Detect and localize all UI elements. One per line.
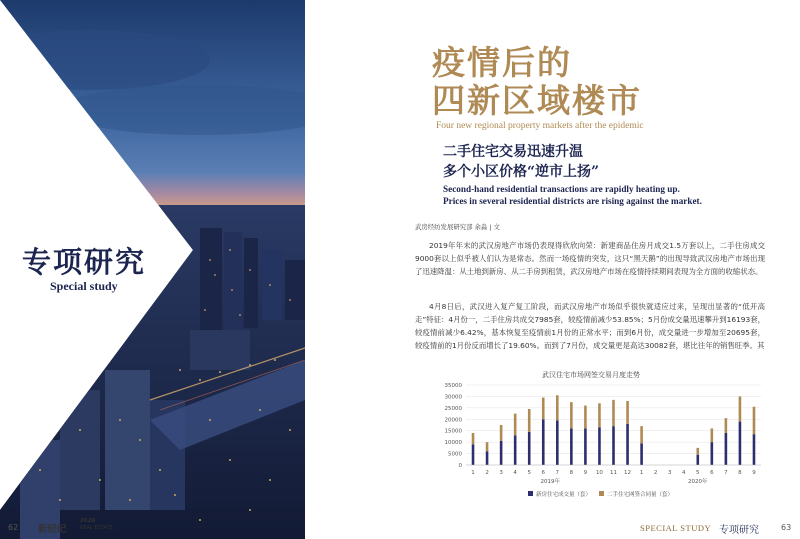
- byline: 武房经纺发展研究部 余淼 | 文: [415, 223, 500, 231]
- bar-new-home: [486, 451, 489, 465]
- bar-second-hand: [725, 418, 728, 433]
- bar-new-home: [500, 441, 503, 465]
- bar-second-hand: [739, 396, 742, 421]
- paragraph: 2019年年末的武汉房地产市场仍表现得欣欣向荣：新建商品住房月成交1.5万套以上，二手住房成交9000套以上似乎被人们认为是常态。然而一场疫情的突发，这只“黑天鹅”的出现导致武汉房地产市场出现了迅速降温：从土地到新房、从二手房到租赁，武汉房地产市场在疫情持续期间表现为全方面的收缩状态。: [415, 241, 765, 276]
- bar-new-home: [640, 443, 643, 465]
- x-tick-label: 1: [639, 470, 644, 476]
- footer-section-en: SPECIAL STUDY: [640, 523, 712, 533]
- article-subtitle: [443, 142, 599, 182]
- x-tick-label: 9: [752, 470, 756, 476]
- section-title: 专项研究: [22, 245, 147, 279]
- bar-new-home: [612, 426, 615, 465]
- article-title: [432, 44, 732, 120]
- page-number-left: 62: [8, 523, 19, 532]
- year-label: 2020年: [688, 479, 708, 485]
- bar-second-hand: [500, 425, 503, 441]
- bar-second-hand: [753, 407, 756, 434]
- y-tick-label: 20000: [444, 417, 462, 424]
- logo-subtitle: REAL ESTATE: [80, 525, 113, 531]
- bar-second-hand: [556, 395, 559, 420]
- bar-new-home: [542, 419, 545, 465]
- transaction-chart: [416, 368, 766, 508]
- chart-svg: [416, 368, 766, 508]
- x-tick-label: 8: [738, 470, 742, 476]
- bar-second-hand: [514, 414, 517, 436]
- section-title-en: Special study: [50, 279, 118, 293]
- article-subtitle-en: [443, 183, 702, 207]
- logo-year: 2020: [80, 518, 96, 524]
- bar-second-hand: [598, 403, 601, 427]
- chart-title: 武汉住宅市场网签交易月度走势: [542, 371, 640, 379]
- x-tick-label: 3: [499, 470, 503, 476]
- y-tick-label: 10000: [444, 440, 462, 447]
- x-tick-label: 6: [710, 470, 714, 476]
- bar-second-hand: [486, 442, 489, 451]
- legend-swatch-new-home: [528, 491, 533, 496]
- x-tick-label: 6: [541, 470, 546, 476]
- x-tick-label: 1: [471, 470, 475, 476]
- x-tick-label: 5: [527, 470, 531, 476]
- x-tick-label: 9: [583, 470, 588, 476]
- bar-new-home: [472, 444, 475, 465]
- x-tick-label: 10: [595, 470, 603, 476]
- article-title-line1: 疫情后的: [432, 43, 572, 82]
- legend-label-second-hand: 二手住宅网签合同量（套）: [607, 492, 674, 498]
- x-tick-label: 7: [724, 470, 728, 476]
- bar-new-home: [711, 442, 714, 465]
- bar-second-hand: [584, 406, 587, 429]
- bar-new-home: [626, 424, 629, 465]
- bar-second-hand: [528, 409, 531, 432]
- article-title-line2: 四新区域楼市: [432, 81, 642, 120]
- bar-new-home: [584, 428, 587, 465]
- bar-second-hand: [542, 398, 545, 420]
- footer-section-cn: 专项研究: [719, 525, 759, 536]
- bar-second-hand: [696, 448, 699, 455]
- bar-second-hand: [626, 401, 629, 424]
- article-subtitle-en-line2: Prices in several residential districts are rising against the market.: [443, 196, 702, 206]
- x-tick-label: 11: [610, 470, 617, 476]
- x-tick-label: 8: [569, 470, 574, 476]
- y-tick-label: 35000: [444, 383, 462, 389]
- bar-new-home: [514, 435, 517, 465]
- page-number-right: 63: [781, 523, 792, 532]
- bar-new-home: [570, 428, 573, 465]
- y-tick-label: 5000: [448, 451, 462, 458]
- y-tick-label: 25000: [444, 405, 462, 412]
- bar-new-home: [528, 432, 531, 465]
- x-tick-label: 12: [624, 470, 632, 476]
- bar-new-home: [598, 427, 601, 465]
- y-tick-label: 15000: [444, 428, 462, 435]
- magazine-logo: 新经纪: [38, 524, 67, 535]
- article-subtitle-en-line1: Second-hand residential transactions are rapidly heating up.: [443, 184, 680, 194]
- bar-second-hand: [640, 426, 643, 443]
- legend-label-new-home: 新房住宅成交量（套）: [536, 492, 592, 498]
- x-tick-label: 3: [667, 470, 672, 476]
- bar-new-home: [696, 455, 699, 465]
- x-tick-label: 5: [696, 470, 700, 476]
- bar-new-home: [739, 422, 742, 465]
- bar-second-hand: [472, 433, 475, 444]
- x-tick-label: 2: [653, 470, 658, 476]
- bar-second-hand: [711, 428, 714, 442]
- bar-new-home: [725, 433, 728, 465]
- x-tick-label: 2: [485, 470, 489, 476]
- article-subtitle-line1: 二手住宅交易迅速升温: [443, 144, 583, 160]
- x-tick-label: 4: [513, 470, 517, 476]
- article-title-en: Four new regional property markets after the epidemic: [436, 121, 644, 131]
- year-label: 2019年: [540, 479, 561, 485]
- y-tick-label: 30000: [444, 394, 462, 401]
- bar-new-home: [753, 434, 756, 465]
- x-tick-label: 4: [681, 470, 686, 476]
- x-tick-label: 7: [555, 470, 560, 476]
- legend-swatch-second-hand: [599, 491, 604, 496]
- paragraph: 4月8日后，武汉进入复产复工阶段，而武汉房地产市场似乎很快就适应过来，呈现出显著的“低开高走”特征：4月份一，二手住房共成交7985套，较疫情前减少53.85%；5月份成交量迅速攀升到16193套，较疫情前减少6.42%，基本恢复至疫情前1月份的正常水平；而到6月份，成交量进一步增加至20695套，较疫情前的1月份反而增长了19.60%。而到了7月份，成交量更是高达30082套，堪比往年的销售旺季。其: [415, 302, 765, 350]
- article-subtitle-line2: 多个小区价格“逆市上扬”: [443, 164, 600, 180]
- bar-new-home: [556, 420, 559, 465]
- bar-second-hand: [570, 402, 573, 428]
- y-tick-label: 0: [458, 463, 462, 469]
- bar-second-hand: [612, 400, 615, 426]
